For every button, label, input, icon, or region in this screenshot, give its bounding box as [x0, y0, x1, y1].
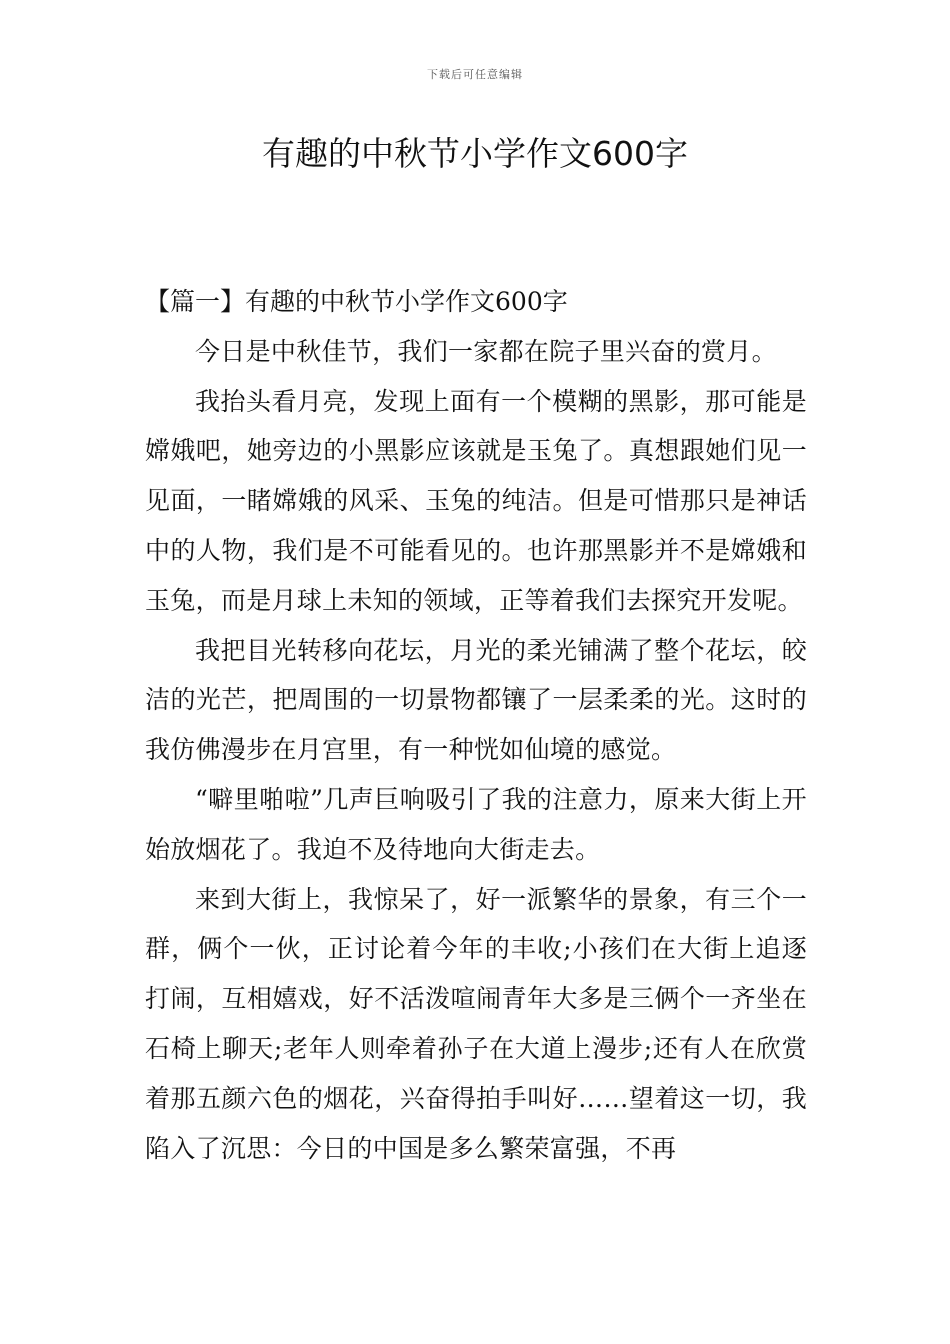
- paragraph: 我把目光转移向花坛，月光的柔光铺满了整个花坛，皎洁的光芒，把周围的一切景物都镶了一层柔柔的光。这时的我仿佛漫步在月宫里，有一种恍如仙境的感觉。: [145, 635, 807, 765]
- paragraph: “噼里啪啦”几声巨响吸引了我的注意力，原来大街上开始放烟花了。我迫不及待地向大街走去。: [145, 784, 807, 864]
- paragraph: 我抬头看月亮，发现上面有一个模糊的黑影，那可能是嫦娥吧，她旁边的小黑影应该就是玉兔了。真想跟她们见一见面，一睹嫦娥的风采、玉兔的纯洁。但是可惜那只是神话中的人物，我们是不可能看见的。也许那黑影并不是嫦娥和玉兔，而是月球上未知的领域，正等着我们去探究开发呢。: [145, 386, 807, 615]
- document-title: 有趣的中秋节小学作文600字: [262, 134, 688, 173]
- section-heading: 【篇一】有趣的中秋节小学作文600字: [145, 287, 568, 316]
- header-note: 下载后可任意编辑: [427, 68, 523, 81]
- document-body: [145, 277, 807, 1173]
- paragraph: 今日是中秋佳节，我们一家都在院子里兴奋的赏月。: [195, 336, 777, 366]
- paragraph: 来到大街上，我惊呆了，好一派繁华的景象，有三个一群，俩个一伙，正讨论着今年的丰收;小孩们在大街上追逐打闹，互相嬉戏，好不活泼喧闹青年大多是三俩个一齐坐在石椅上聊天;老年人则牵着孙子在大道上漫步;还有人在欣赏着那五颜六色的烟花，兴奋得拍手叫好……望着这一切，我陷入了沉思：今日的中国是多么繁荣富强，不再: [145, 884, 807, 1163]
